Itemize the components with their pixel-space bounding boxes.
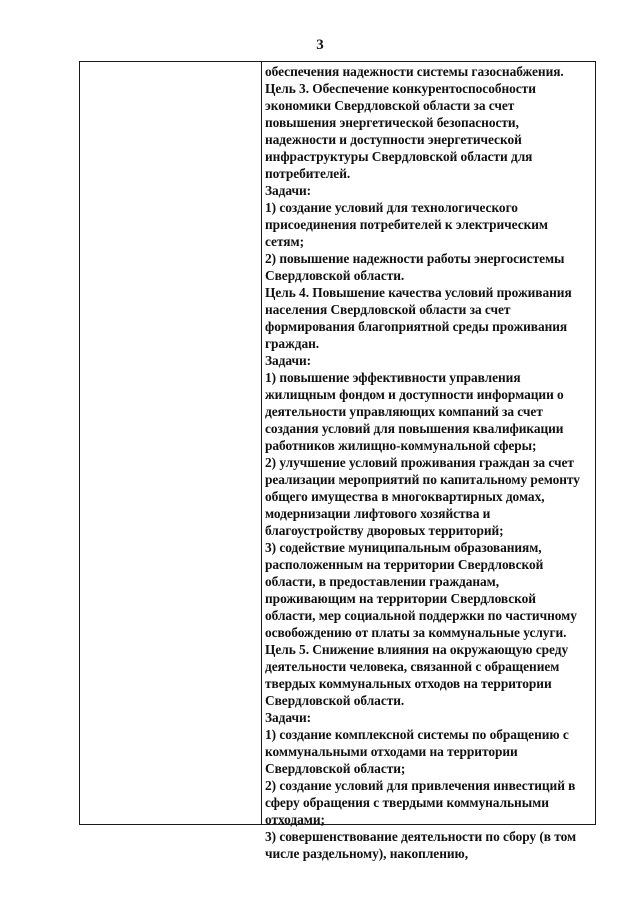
text-line: освобождению от платы за коммунальные услуги.	[265, 625, 567, 640]
text-line: 2) повышение надежности работы энергосистемы	[265, 251, 565, 266]
text-line: отходами;	[265, 812, 325, 827]
text-line: реализации мероприятий по капитальному ремонту	[265, 472, 580, 487]
text-line: 3) совершенствование деятельности по сбору (в том	[265, 829, 577, 844]
text-line: коммунальными отходами на территории	[265, 744, 518, 759]
text-line: сетям;	[265, 234, 304, 249]
text-line: Свердловской области;	[265, 761, 406, 776]
text-line: модернизации лифтового хозяйства и	[265, 506, 491, 521]
text-line: области, мер социальной поддержки по частичному	[265, 608, 577, 623]
text-line: Цель 3. Обеспечение конкурентоспособности	[265, 81, 536, 96]
text-line: создания условий для повышения квалификации	[265, 421, 564, 436]
text-line: 1) повышение эффективности управления	[265, 370, 521, 385]
program-table	[79, 61, 596, 861]
table-right-cell	[262, 62, 595, 861]
text-line: экономики Свердловской области за счет	[265, 98, 515, 113]
text-line: 1) создание условий для технологического	[265, 200, 518, 215]
text-line: общего имущества в многоквартирных домах,	[265, 489, 545, 504]
text-line: надежности и доступности энергетической	[265, 132, 522, 147]
text-line: Задачи:	[265, 710, 312, 725]
text-line: деятельности управляющих компаний за счет	[265, 404, 543, 419]
text-line: Цель 5. Снижение влияния на окружающую среду	[265, 642, 569, 657]
text-line: Цель 4. Повышение качества условий проживания	[265, 285, 572, 300]
text-line: Задачи:	[265, 183, 312, 198]
text-line: повышения энергетической безопасности,	[265, 115, 519, 130]
page-number: 3	[316, 37, 324, 53]
text-line: 1) создание комплексной системы по обращению с	[265, 727, 569, 742]
text-line: области, в предоставлении гражданам,	[265, 574, 500, 589]
text-line: деятельности человека, связанной с обращением	[265, 659, 560, 674]
text-line: Свердловской области.	[265, 693, 405, 708]
text-line: обеспечения надежности системы газоснабжения.	[265, 64, 564, 79]
table-left-cell	[80, 62, 262, 824]
text-line: населения Свердловской области за счет	[265, 302, 511, 317]
text-line: Задачи:	[265, 353, 312, 368]
text-line: числе раздельному), накоплению,	[265, 846, 469, 861]
text-line: граждан.	[265, 336, 320, 351]
text-line: 2) создание условий для привлечения инвестиций в	[265, 778, 576, 793]
text-line: Свердловской области.	[265, 268, 405, 283]
text-line: проживающим на территории Свердловской	[265, 591, 536, 606]
text-line: присоединения потребителей к электрическим	[265, 217, 549, 232]
text-line: потребителей.	[265, 166, 351, 181]
text-line: инфраструктуры Свердловской области для	[265, 149, 533, 164]
text-line: работников жилищно-коммунальной сферы;	[265, 438, 537, 453]
text-line: расположенным на территории Свердловской	[265, 557, 544, 572]
text-line: 3) содействие муниципальным образованиям,	[265, 540, 542, 555]
text-line: жилищным фондом и доступности информации о	[265, 387, 564, 402]
text-line: сферу обращения с твердыми коммунальными	[265, 795, 549, 810]
text-line: формирования благоприятной среды проживания	[265, 319, 568, 334]
text-line: 2) улучшение условий проживания граждан за счет	[265, 455, 574, 470]
text-line: благоустройству дворовых территорий;	[265, 523, 504, 538]
text-line: твердых коммунальных отходов на территории	[265, 676, 552, 691]
